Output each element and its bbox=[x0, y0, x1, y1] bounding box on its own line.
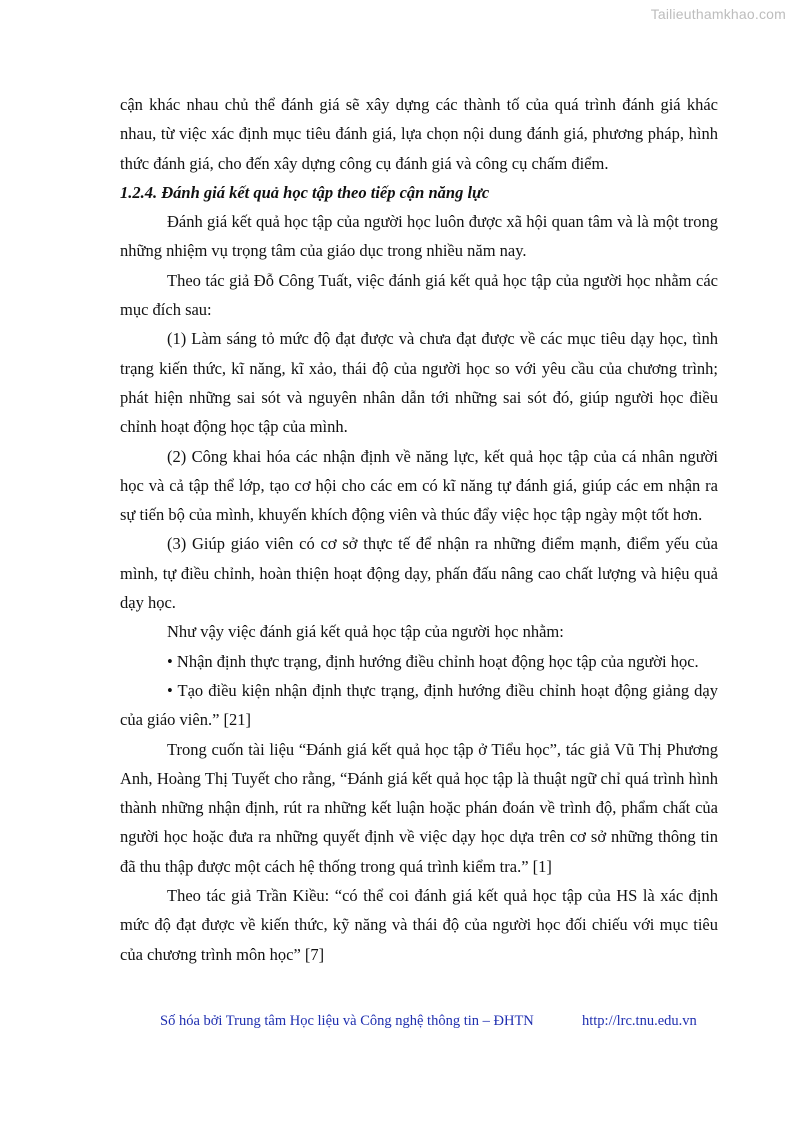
intro-paragraph: cận khác nhau chủ thể đánh giá sẽ xây dựng các thành tố của quá trình đánh giá khác nhau, từ việc xác định mục tiêu đánh giá, lựa chọn nội dung đánh giá, phương pháp, hình thức đánh giá, cho đến xây dựng công cụ đánh giá và công cụ chấm điểm. bbox=[120, 95, 718, 173]
paragraph: Theo tác giả Đỗ Công Tuất, việc đánh giá kết quả học tập của người học nhằm các mục đích sau: bbox=[120, 270, 718, 320]
section-heading: 1.2.4. Đánh giá kết quả học tập theo tiếp cận năng lực bbox=[120, 182, 490, 202]
footer-link[interactable]: http://lrc.tnu.edu.vn bbox=[582, 1013, 697, 1029]
bullet-item: • Tạo điều kiện nhận định thực trạng, định hướng điều chỉnh hoạt động giảng dạy của giáo viên.” [21] bbox=[120, 680, 718, 730]
paragraph: (3) Giúp giáo viên có cơ sở thực tế để nhận ra những điểm mạnh, điểm yếu của mình, tự điều chỉnh, hoàn thiện hoạt động dạy, phấn đấu nâng cao chất lượng và hiệu quả dạy học. bbox=[120, 534, 718, 613]
paragraph: (1) Làm sáng tỏ mức độ đạt được và chưa đạt được về các mục tiêu dạy học, tình trạng kiến thức, kĩ năng, kĩ xảo, thái độ của người học so với yêu cầu của chương trình; phát hiện những sai sót và nguyên nhân dẫn tới những sai sót đó, giúp người học điều chỉnh hoạt động học tập của mình. bbox=[120, 329, 718, 437]
paragraph: Trong cuốn tài liệu “Đánh giá kết quả học tập ở Tiểu học”, tác giả Vũ Thị Phương Anh, Hoàng Thị Tuyết cho rằng, “Đánh giá kết quả học tập là thuật ngữ chỉ quá trình hình thành những nhận định, rút ra những kết luận hoặc phán đoán về trình độ, phẩm chất của người học hoặc đưa ra những quyết định về việc dạy học dựa trên cơ sở những thông tin đã thu thập được một cách hệ thống trong quá trình kiểm tra.” [1] bbox=[120, 739, 718, 876]
paragraph: Như vậy việc đánh giá kết quả học tập của người học nhằm: bbox=[167, 622, 564, 642]
paragraph: (2) Công khai hóa các nhận định về năng lực, kết quả học tập của cá nhân người học và cả tập thể lớp, tạo cơ hội cho các em có kĩ năng tự đánh giá, giúp các em nhận ra sự tiến bộ của mình, khuyến khích động viên và thúc đẩy việc học tập ngày một tốt hơn. bbox=[120, 446, 718, 525]
footer-credit: Số hóa bởi Trung tâm Học liệu và Công nghệ thông tin – ĐHTN bbox=[160, 1013, 534, 1029]
paragraph: Đánh giá kết quả học tập của người học luôn được xã hội quan tâm và là một trong những nhiệm vụ trọng tâm của giáo dục trong nhiều năm nay. bbox=[120, 212, 718, 261]
watermark: Tailieuthamkhao.com bbox=[650, 6, 786, 22]
page-body bbox=[120, 90, 718, 969]
paragraph: Theo tác giả Trần Kiều: “có thể coi đánh giá kết quả học tập của HS là xác định mức độ đạt được về kiến thức, kỹ năng và thái độ của người học đối chiếu với mục tiêu của chương trình môn học” [7] bbox=[120, 886, 718, 964]
bullet-item: • Nhận định thực trạng, định hướng điều chỉnh hoạt động học tập của người học. bbox=[167, 651, 699, 671]
